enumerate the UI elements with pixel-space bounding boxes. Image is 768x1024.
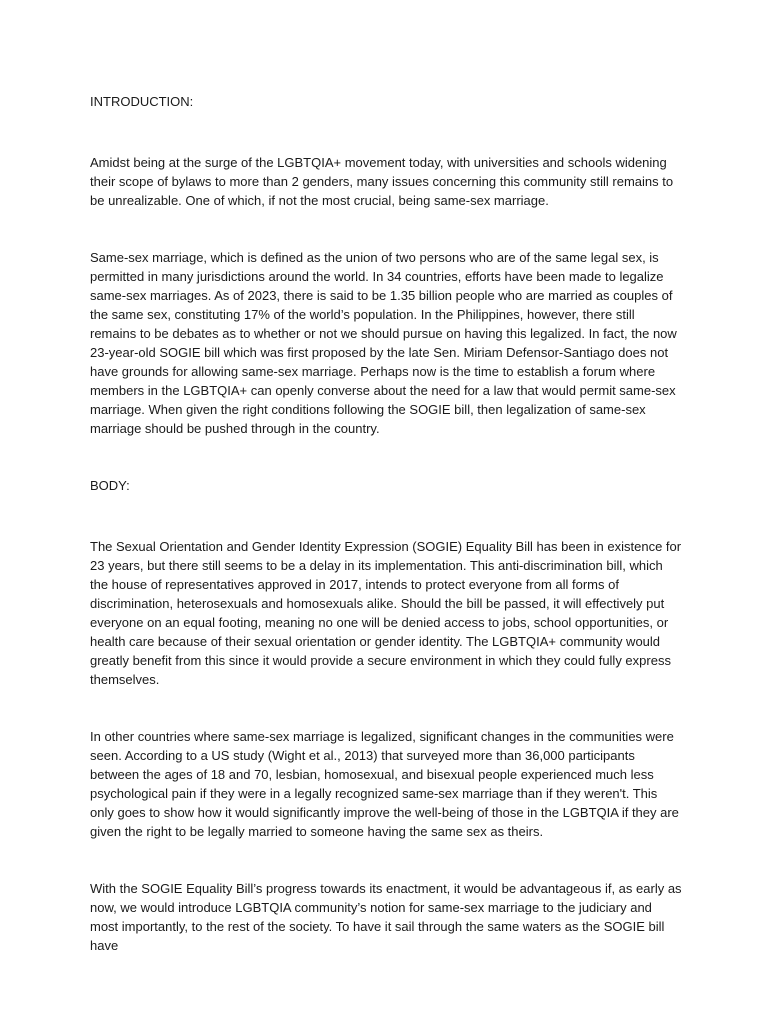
paragraph-body-1: The Sexual Orientation and Gender Identity Expression (SOGIE) Equality Bill has been in existence for 23 years, but there still seems to be a delay in its implementation. This anti-discrimination bill, which the house of representatives approved in 2017, intends to protect everyone from all forms of discrimination, heterosexuals and homosexuals alike. Should the bill be passed, it will effectively put everyone on an equal footing, meaning no one will be denied access to jobs, school opportunities, or health care because of their sexual orientation or gender identity. The LGBTQIA+ community would greatly benefit from this since it would provide a secure environment in which they could fully express themselves.: [90, 539, 682, 687]
spacer: [90, 841, 682, 879]
section-heading-introduction: INTRODUCTION:: [90, 94, 194, 109]
paragraph-body-2: In other countries where same-sex marriage is legalized, significant changes in the communities were seen. According to a US study (Wight et al., 2013) that surveyed more than 36,000 participants between the ages of 18 and 70, lesbian, homosexual, and bisexual people experienced much less psychological pain if they were in a legally recognized same-sex marriage than if they weren't. This only goes to show how it would significantly improve the well-being of those in the LGBTQIA if they are given the right to be legally married to someone having the same sex as theirs.: [90, 729, 679, 839]
document-page: [90, 92, 682, 955]
spacer: [90, 495, 682, 537]
spacer: [90, 438, 682, 476]
spacer: [90, 210, 682, 248]
paragraph-body-3: With the SOGIE Equality Bill’s progress towards its enactment, it would be advantageous if, as early as now, we would introduce LGBTQIA community’s notion for same-sex marriage to the judiciary and most importantly, to the rest of the society. To have it sail through the same waters as the SOGIE bill have: [90, 881, 682, 953]
spacer: [90, 111, 682, 153]
spacer: [90, 689, 682, 727]
paragraph-intro-1: Amidst being at the surge of the LGBTQIA+ movement today, with universities and schools widening their scope of bylaws to more than 2 genders, many issues concerning this community still remains to be unrealizable. One of which, if not the most crucial, being same-sex marriage.: [90, 155, 674, 208]
section-heading-body: BODY:: [90, 478, 130, 493]
paragraph-intro-2: Same-sex marriage, which is defined as the union of two persons who are of the same legal sex, is permitted in many jurisdictions around the world. In 34 countries, efforts have been made to legalize same-sex marriages. As of 2023, there is said to be 1.35 billion people who are married as couples of the same sex, constituting 17% of the world’s population. In the Philippines, however, there still remains to be debates as to whether or not we should pursue on having this legalized. In fact, the now 23-year-old SOGIE bill which was first proposed by the late Sen. Miriam Defensor-Santiago does not have grounds for allowing same-sex marriage. Perhaps now is the time to establish a forum where members in the LGBTQIA+ can openly converse about the need for a law that would permit same-sex marriage. When given the right conditions following the SOGIE bill, then legalization of same-sex marriage should be pushed through in the country.: [90, 250, 677, 436]
